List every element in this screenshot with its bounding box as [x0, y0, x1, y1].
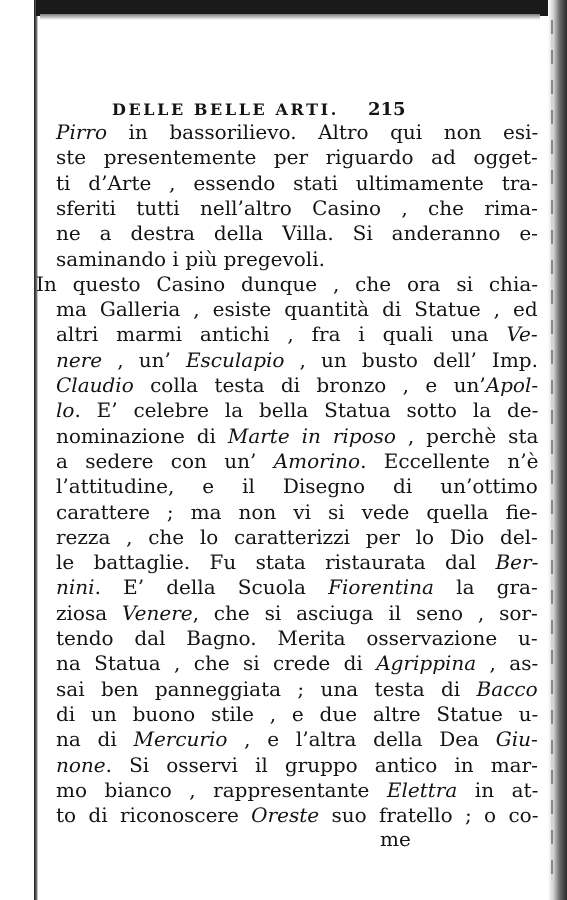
- text-span: ste presentemente per riguardo ad ogget-: [56, 145, 538, 170]
- italic-text: lo: [56, 398, 75, 423]
- text-line: [56, 725, 538, 753]
- text-span: na di: [56, 727, 134, 752]
- text-span: , che si asciuga il seno , sor-: [192, 600, 538, 625]
- text-line: [56, 599, 538, 627]
- text-span: to di riconoscere: [56, 803, 252, 828]
- catchword: me: [380, 827, 411, 851]
- text-span: di un buono stile , e due altre Statue u-: [56, 701, 539, 726]
- text-span: l’attitudine, e il Disegno di un’ottimo: [56, 474, 538, 499]
- italic-text: Elettra: [386, 777, 458, 802]
- italic-text: none: [56, 752, 106, 777]
- text-line: [56, 498, 538, 526]
- text-span: . Eccellente n’è: [360, 448, 539, 473]
- text-line: [56, 573, 538, 601]
- text-span: ma Galleria , esiste quantità di Statue , ed: [56, 297, 538, 322]
- text-span: in bassorilievo. Altro qui non esi-: [107, 120, 539, 144]
- italic-text: Agrippina: [376, 651, 477, 676]
- text-line: [56, 700, 538, 728]
- italic-text: Venere: [122, 600, 193, 625]
- text-span: , un busto dell’ Imp.: [284, 347, 538, 372]
- italic-text: Ber-: [495, 550, 539, 575]
- text-span: mo bianco , rappresentante: [56, 777, 387, 802]
- text-span: la gra-: [433, 575, 538, 600]
- text-line: [56, 194, 538, 222]
- text-span: sai ben panneggiata ; una testa di: [56, 676, 477, 701]
- italic-text: nere: [56, 347, 103, 372]
- text-line: [56, 675, 538, 703]
- text-span: , perchè sta: [395, 423, 539, 448]
- text-span: altri marmi antichi , fra i quali una: [56, 322, 507, 347]
- italic-text: Amorino: [273, 448, 361, 473]
- text-span: ziosa: [56, 600, 123, 625]
- text-span: , e l’altra della Dea: [227, 727, 496, 752]
- text-span: . Si osservi il gruppo antico in mar-: [105, 752, 538, 777]
- page-top-shadow: [40, 14, 540, 20]
- text-span: . E’ della Scuola: [94, 575, 329, 600]
- text-line: [56, 801, 538, 829]
- text-line: [56, 751, 538, 779]
- italic-text: Ve-: [506, 322, 538, 347]
- text-span: , as-: [476, 651, 539, 676]
- page-fore-edge-texture: [551, 20, 553, 880]
- text-line: [56, 624, 538, 652]
- text-span: , un’: [102, 347, 186, 372]
- italic-text: Mercurio: [133, 727, 228, 752]
- text-span: carattere ; ma non vi si vede quella fie-: [56, 499, 538, 524]
- text-span: in at-: [457, 777, 539, 802]
- text-line: [56, 295, 538, 323]
- text-line: [56, 523, 538, 551]
- text-line: [56, 776, 538, 804]
- text-line: [56, 245, 325, 273]
- text-span: . E’ celebre la bella Statua sotto la de-: [74, 398, 539, 423]
- text-line: [56, 649, 538, 677]
- running-head-title: DELLE BELLE ARTI.: [112, 100, 339, 119]
- text-line: [56, 118, 538, 146]
- text-span: nominazione di: [56, 423, 228, 448]
- italic-text: Marte in riposo: [227, 423, 396, 448]
- text-line: [56, 143, 538, 171]
- text-span: le battaglie. Fu stata ristaurata dal: [56, 550, 496, 575]
- italic-text: Apol-: [485, 373, 539, 397]
- text-line: [56, 472, 538, 500]
- italic-text: Oreste: [251, 803, 320, 828]
- text-span: ne a destra della Villa. Si anderanno e-: [56, 221, 538, 246]
- text-span: suo fratello ; o co-: [319, 803, 539, 828]
- text-line: [56, 169, 538, 197]
- italic-text: Pirro: [56, 120, 108, 144]
- text-line: [56, 219, 538, 247]
- page-left-edge: [34, 0, 38, 900]
- text-span: a sedere con un’: [56, 448, 274, 473]
- text-line: [36, 270, 538, 298]
- text-line: [56, 422, 538, 450]
- italic-text: nini: [56, 575, 95, 600]
- italic-text: Bacco: [476, 676, 538, 701]
- text-line: [56, 371, 538, 399]
- text-span: na Statua , che si crede di: [56, 651, 377, 676]
- text-span: tendo dal Bagno. Merita osservazione u-: [56, 626, 538, 650]
- page-gutter: [0, 0, 34, 900]
- text-span: rezza , che lo caratterizzi per lo Dio del-: [56, 524, 538, 549]
- text-span: colla testa di bronzo , e un’: [133, 373, 486, 397]
- text-line: [56, 548, 538, 576]
- text-line: [56, 447, 538, 475]
- text-line: [56, 346, 538, 374]
- text-span: ti d’Arte , essendo stati ultimamente tra-: [56, 170, 538, 195]
- text-span: In questo Casino dunque , che ora si chia-: [36, 271, 539, 296]
- text-span: sferiti tutti nell’altro Casino , che rima-: [56, 195, 538, 220]
- text-span: saminando i più pregevoli.: [56, 246, 325, 271]
- text-line: [56, 320, 538, 348]
- page-number: 215: [368, 99, 406, 120]
- italic-text: Claudio: [56, 373, 134, 397]
- italic-text: Fiorentina: [328, 575, 434, 600]
- italic-text: Esculapio: [185, 347, 285, 372]
- text-line: [56, 396, 538, 424]
- italic-text: Giu-: [495, 727, 538, 752]
